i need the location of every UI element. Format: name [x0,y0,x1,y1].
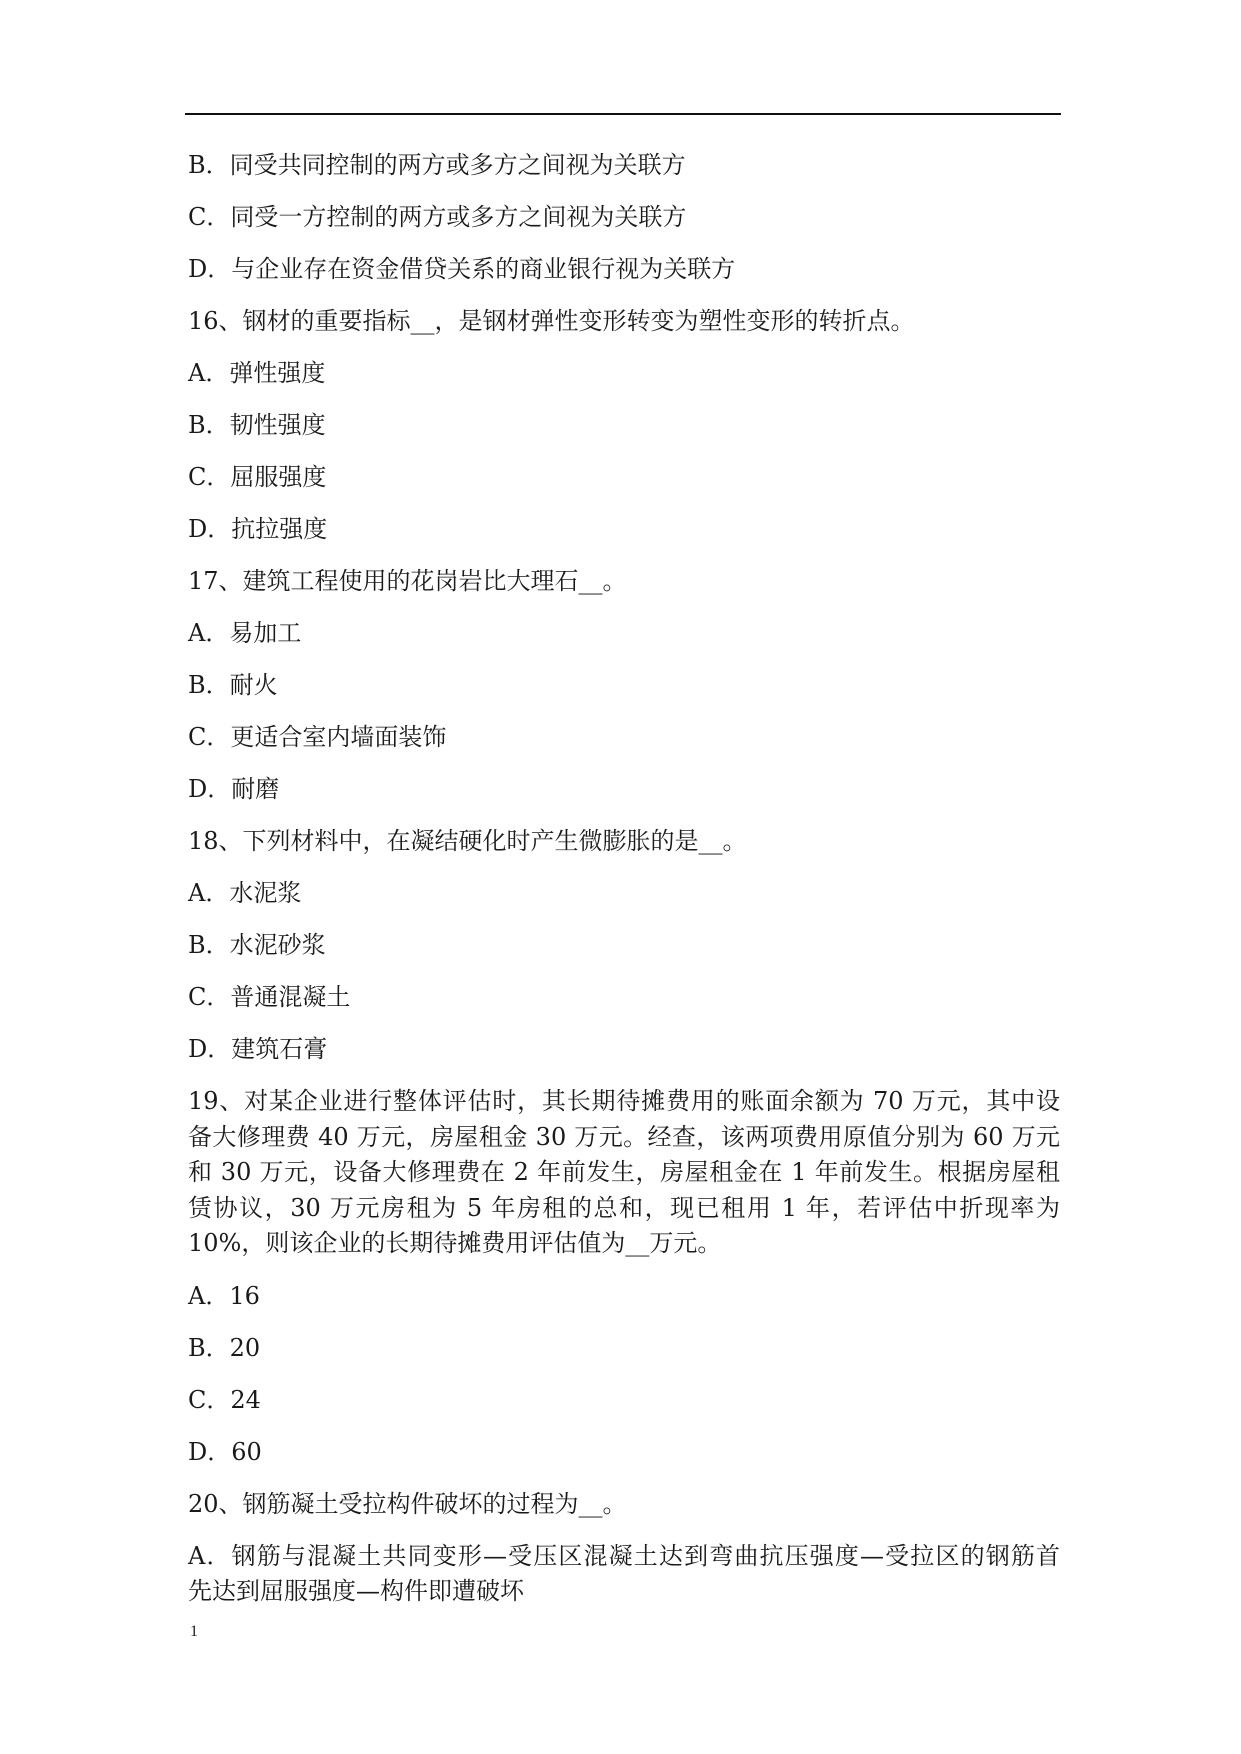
q17-option-c: C．更适合室内墙面装饰 [188,723,447,751]
q17-stem: 17、建筑工程使用的花岗岩比大理石__。 [188,567,627,595]
q16-option-c: C．屈服强度 [188,463,327,491]
q19-stem-line: 10%，则该企业的长期待摊费用评估值为__万元。 [188,1229,722,1257]
q16-stem: 16、钢材的重要指标__，是钢材弹性变形转变为塑性变形的转折点。 [188,307,915,335]
q19-option-b: B．20 [188,1333,261,1362]
q20-option-a-line: 先达到屈服强度—构件即遭破坏 [188,1577,524,1605]
page-number: 1 [190,1623,198,1640]
q20-option-a-line: A．钢筋与混凝土共同变形—受压区混凝土达到弯曲抗压强度—受拉区的钢筋首 [188,1541,1060,1570]
q19-stem-line: 和 30 万元，设备大修理费在 2 年前发生，房屋租金在 1 年前发生。根据房屋租 [188,1158,1060,1186]
q20-option-a [188,1539,1060,1610]
q15-option-d: D．与企业存在资金借贷关系的商业银行视为关联方 [188,255,736,283]
q18-stem: 18、下列材料中，在凝结硬化时产生微膨胀的是__。 [188,827,747,855]
q19-stem-line: 赁协议，30 万元房租为 5 年房租的总和，现已租用 1 年，若评估中折现率为 [188,1193,1060,1222]
q17-option-b: B．耐火 [188,671,278,699]
q16-option-b: B．韧性强度 [188,411,326,439]
q19-stem-line: 19、对某企业进行整体评估时，其长期待摊费用的账面余额为 70 万元，其中设 [188,1087,1060,1115]
q16-option-a: A．弹性强度 [188,359,326,387]
document-body [188,148,1060,1627]
q19-option-d: D．60 [188,1437,262,1466]
q19-stem [188,1084,1060,1262]
q17-option-d: D．耐磨 [188,775,280,803]
q18-option-d: D．建筑石膏 [188,1035,328,1063]
q18-option-c: C．普通混凝土 [188,983,351,1011]
q15-option-b: B．同受共同控制的两方或多方之间视为关联方 [188,151,686,179]
q19-stem-line: 备大修理费 40 万元，房屋租金 30 万元。经查，该两项费用原值分别为 60 万元 [188,1122,1060,1151]
q19-option-a: A．16 [188,1281,260,1310]
header-rule [185,113,1061,115]
q19-option-c: C．24 [188,1385,261,1414]
q18-option-a: A．水泥浆 [188,879,302,907]
q20-stem: 20、钢筋凝土受拉构件破坏的过程为__。 [188,1489,627,1518]
q15-option-c: C．同受一方控制的两方或多方之间视为关联方 [188,203,687,231]
q16-option-d: D．抗拉强度 [188,515,328,543]
q18-option-b: B．水泥砂浆 [188,931,326,959]
q17-option-a: A．易加工 [188,619,302,647]
